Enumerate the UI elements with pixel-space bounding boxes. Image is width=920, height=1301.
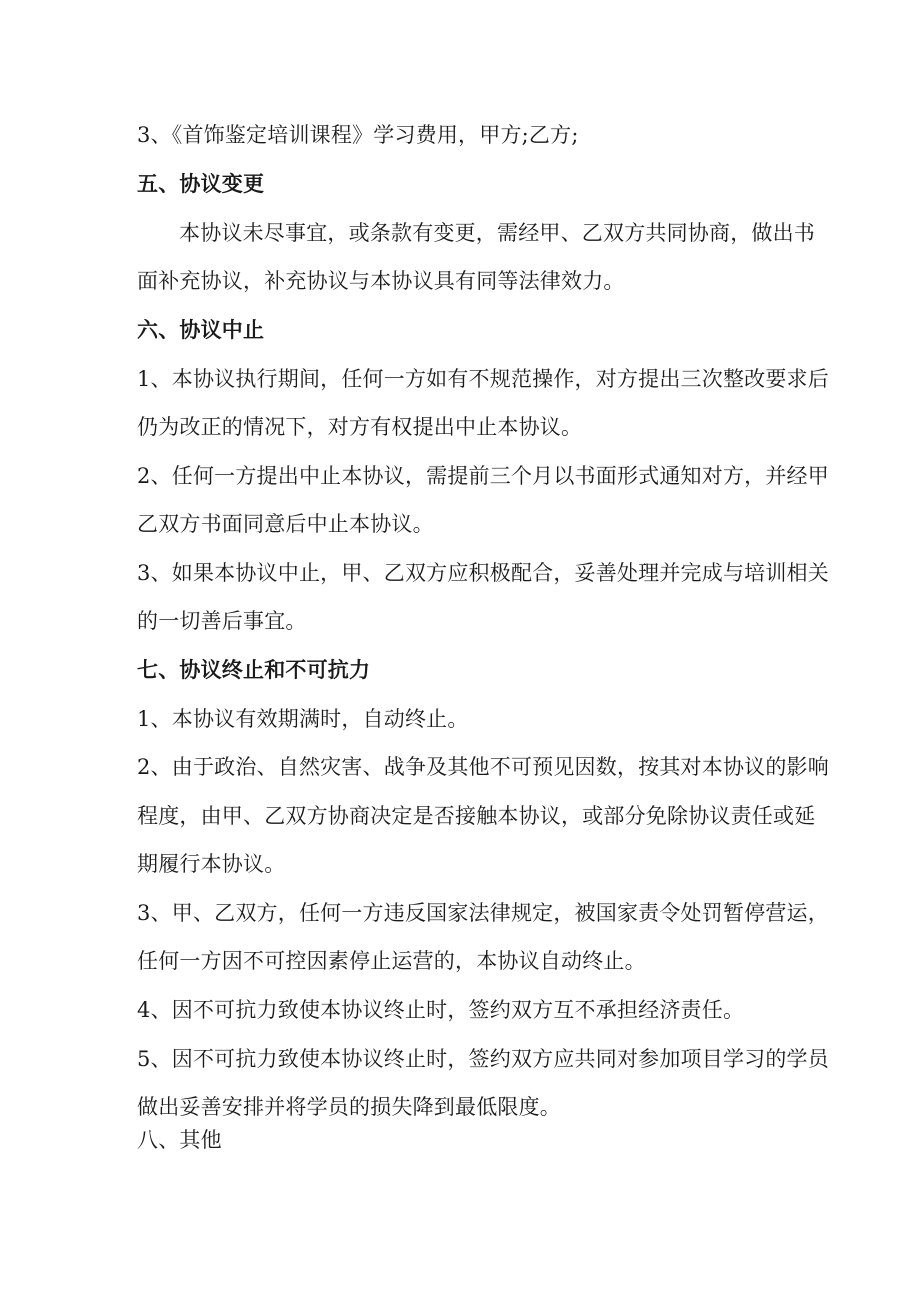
section-7-item-1-line: 1、本协议有效期满时，自动终止。 <box>137 707 469 731</box>
section-7-item-2-line: 期履行本协议。 <box>137 852 286 876</box>
section-5-paragraph-line: 面补充协议，补充协议与本协议具有同等法律效力。 <box>137 269 625 293</box>
section-6-item-2-line: 乙双方书面同意后中止本协议。 <box>137 512 434 536</box>
section-7-item-5-line: 5、因不可抗力致使本协议终止时，签约双方应共同对参加项目学习的学员 <box>137 1047 829 1071</box>
section-5-heading: 五、协议变更 <box>137 171 265 196</box>
section-6-item-2-line: 2、任何一方提出中止本协议，需提前三个月以书面形式通知对方，并经甲 <box>137 464 829 488</box>
section-7-item-3-line: 任何一方因不可控因素停止运营的，本协议自动终止。 <box>137 949 646 973</box>
section-7-item-2-line: 程度，由甲、乙双方协商决定是否接触本协议，或部分免除协议责任或延 <box>137 804 816 828</box>
section-6-heading: 六、协议中止 <box>137 317 265 342</box>
section-6-item-1-line: 1、本协议执行期间，任何一方如有不规范操作，对方提出三次整改要求后 <box>137 367 829 391</box>
fee-item-3: 3、《首饰鉴定培训课程》学习费用，甲方;乙方; <box>137 123 579 147</box>
section-6-item-3-line: 3、如果本协议中止，甲、乙双方应积极配合，妥善处理并完成与培训相关 <box>137 561 829 585</box>
section-6-item-3-line: 的一切善后事宜。 <box>137 609 307 633</box>
section-7-item-3-line: 3、甲、乙双方，任何一方违反国家法律规定，被国家责令处罚暂停营运， <box>137 901 829 925</box>
section-7-item-5-line: 做出妥善安排并将学员的损失降到最低限度。 <box>137 1095 561 1119</box>
section-5-paragraph-line: 本协议未尽事宜，或条款有变更，需经甲、乙双方共同协商，做出书 <box>179 221 815 245</box>
section-7-item-2-line: 2、由于政治、自然灾害、战争及其他不可预见因数，按其对本协议的影响 <box>137 755 829 779</box>
section-7-heading: 七、协议终止和不可抗力 <box>137 657 371 682</box>
section-7-item-4-line: 4、因不可抗力致使本协议终止时，签约双方互不承担经济责任。 <box>137 998 745 1022</box>
section-8-heading: 八、其他 <box>137 1128 222 1152</box>
section-6-item-1-line: 仍为改正的情况下，对方有权提出中止本协议。 <box>137 415 583 439</box>
